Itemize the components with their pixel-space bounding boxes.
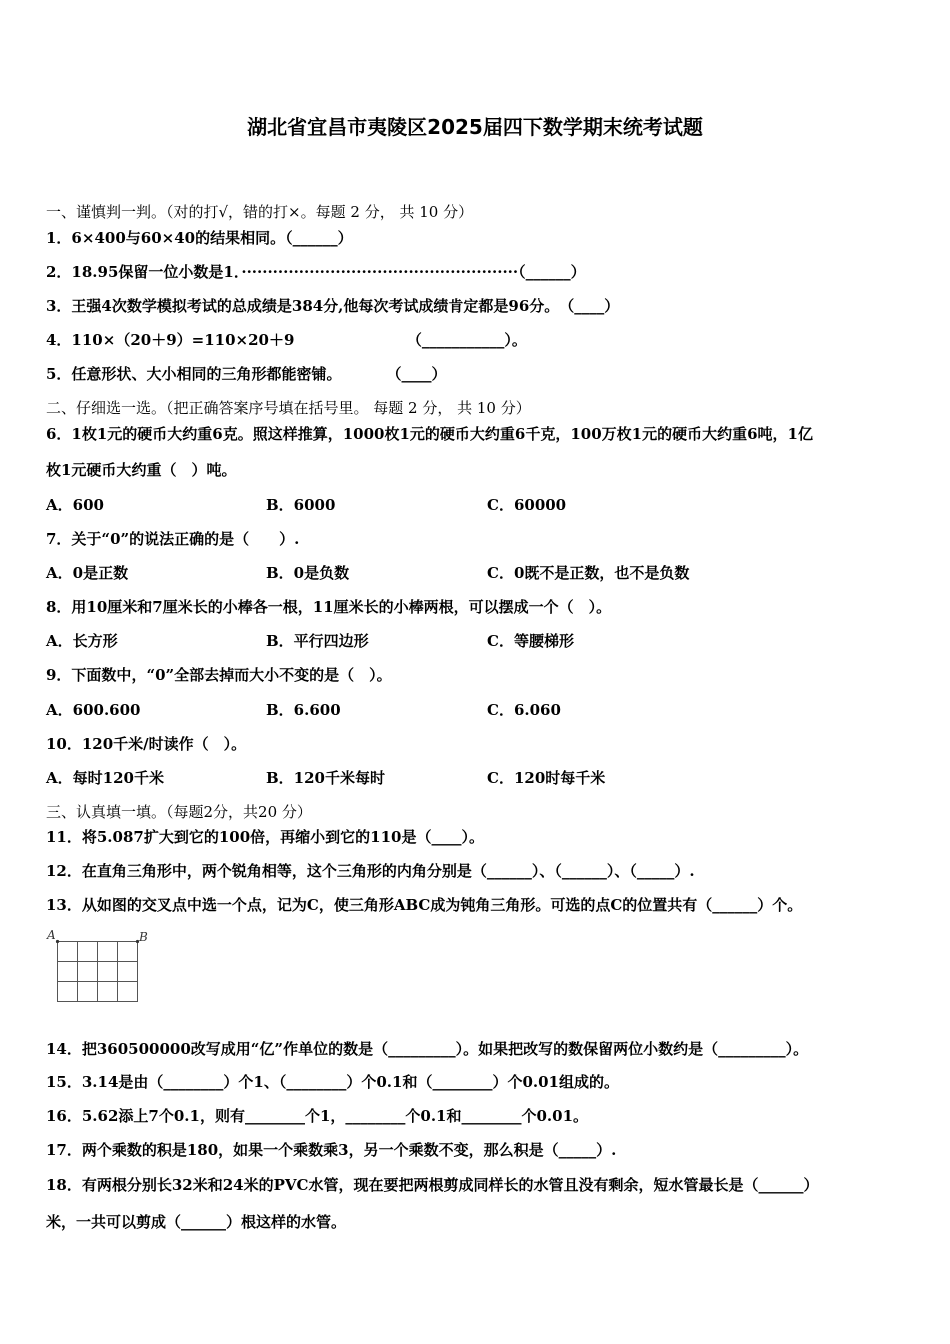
- question-2: 2．18.95保留一位小数是1．·····················································（______）: [46, 263, 586, 281]
- question-17: 17．两个乘数的积是180，如果一个乘数乘3，另一个乘数不变，那么积是（_____）.: [46, 1141, 617, 1159]
- question-13: 13．从如图的交叉点中选一个点，记为C，使三角形ABC成为钝角三角形。可选的点C的位置共有（______）个。: [46, 896, 803, 914]
- q7-option-a: A．0是正数: [46, 564, 129, 582]
- question-3: 3．王强4次数学模拟考试的总成绩是384分,他每次考试成绩肯定都是96分。 （____）: [46, 297, 620, 315]
- q10-option-b: B．120千米每时: [266, 769, 385, 787]
- grid-label-b: B: [139, 930, 148, 944]
- q7-option-c: C．0既不是正数，也不是负数: [487, 564, 690, 582]
- page-title: 湖北省宜昌市夷陵区2025届四下数学期末统考试题: [247, 115, 703, 139]
- question-14: 14．把360500000改写成用“亿”作单位的数是（_________）。如果把改写的数保留两位小数约是（_________）。: [46, 1040, 809, 1058]
- section-2-heading: 二、仔细选一选。（把正确答案序号填在括号里。 每题 2 分， 共 10 分）: [46, 399, 531, 417]
- question-6-line-1: 6．1枚1元的硬币大约重6克。照这样推算，1000枚1元的硬币大约重6千克，100万枚1元的硬币大约重6吨，1亿: [46, 425, 813, 443]
- point-a: [56, 940, 59, 943]
- point-b: [136, 940, 139, 943]
- section-1-heading: 一、谨慎判一判。（对的打√，错的打×。每题 2 分， 共 10 分）: [46, 203, 474, 221]
- q6-option-b: B．6000: [266, 496, 336, 514]
- grid-label-a: A: [47, 928, 56, 942]
- q13-grid-figure: [44, 926, 154, 1008]
- q10-option-c: C．120时每千米: [487, 769, 606, 787]
- question-9: 9．下面数中，“0”全部去掉而大小不变的是（ ）。: [46, 666, 392, 684]
- question-8: 8．用10厘米和7厘米长的小棒各一根，11厘米长的小棒两根，可以摆成一个（ ）。: [46, 598, 612, 616]
- question-4: 4．110×（20＋9）=110×20＋9 （___________）。: [46, 331, 527, 349]
- q8-option-a: A．长方形: [46, 632, 118, 650]
- q10-option-a: A．每时120千米: [46, 769, 164, 787]
- question-11: 11．将5.087扩大到它的100倍，再缩小到它的110是（____）。: [46, 828, 484, 846]
- q9-option-c: C．6.060: [487, 701, 561, 719]
- q9-option-a: A．600.600: [46, 701, 141, 719]
- grid-lines: [44, 926, 154, 1008]
- q6-option-c: C．60000: [487, 496, 567, 514]
- question-10: 10．120千米/时读作（ ）。: [46, 735, 247, 753]
- question-16: 16．5.62添上7个0.1，则有________个1，________个0.1和________个0.01。: [46, 1107, 589, 1125]
- question-15: 15．3.14是由（________）个1、（________）个0.1和（________）个0.01组成的。: [46, 1073, 619, 1091]
- section-3-heading: 三、认真填一填。（每题2分，共20 分）: [46, 803, 312, 821]
- question-18-line-1: 18．有两根分别长32米和24米的PVC水管，现在要把两根剪成同样长的水管且没有剩余，短水管最长是（______）: [46, 1176, 819, 1194]
- question-5: 5．任意形状、大小相同的三角形都能密铺。 （____）: [46, 365, 447, 383]
- q8-option-b: B．平行四边形: [266, 632, 369, 650]
- question-18-line-2: 米，一共可以剪成（______）根这样的水管。: [46, 1213, 347, 1231]
- question-12: 12．在直角三角形中，两个锐角相等，这个三角形的内角分别是（______）、（______）、（_____）.: [46, 862, 695, 880]
- q8-option-c: C．等腰梯形: [487, 632, 574, 650]
- question-7: 7．关于“0”的说法正确的是（ ）.: [46, 530, 300, 548]
- q6-option-a: A．600: [46, 496, 104, 514]
- question-6-line-2: 枚1元硬币大约重（ ）吨。: [46, 461, 237, 479]
- q9-option-b: B．6.600: [266, 701, 341, 719]
- q7-option-b: B．0是负数: [266, 564, 350, 582]
- question-1: 1．6×400与60×40的结果相同。（______）: [46, 229, 353, 247]
